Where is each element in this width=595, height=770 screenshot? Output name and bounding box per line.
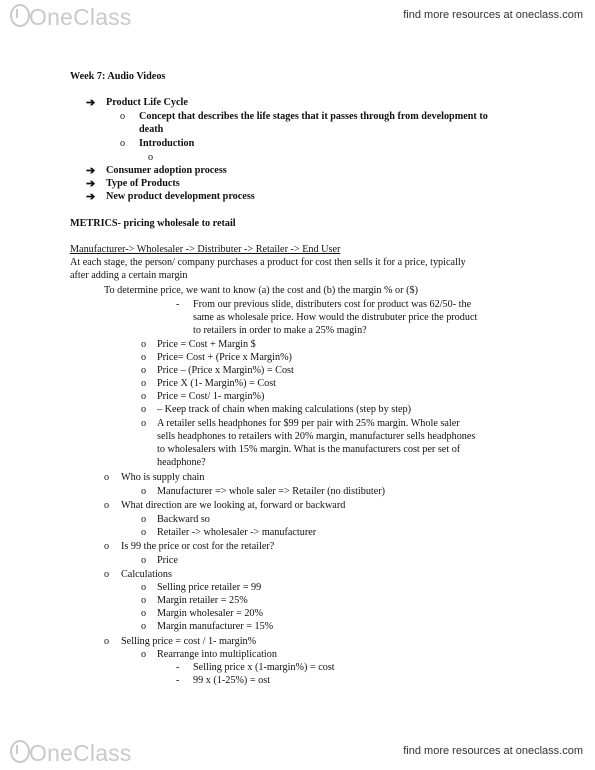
outline-item-concept: Concept that describes the life stages that it passes through from development to: [139, 111, 488, 122]
circle-bullet-icon: o: [141, 608, 147, 619]
headphones-line-3: to wholesalers with 15% margin. What is the manufacturers cost per set of: [157, 444, 461, 455]
circle-bullet-icon: o: [104, 569, 110, 580]
calculations-label: Calculations: [121, 569, 172, 580]
circle-bullet-icon: o: [141, 621, 147, 632]
supply-chain-question: Who is supply chain: [121, 472, 205, 483]
intro-line-2: after adding a certain margin: [70, 270, 188, 281]
outline-item-type-of-products: Type of Products: [106, 178, 180, 189]
oneclass-logo[interactable]: [10, 740, 132, 767]
circle-bullet-icon: o: [141, 649, 147, 660]
dash-bullet-icon: -: [176, 299, 180, 310]
circle-bullet-icon: o: [141, 555, 147, 566]
formula-3: Price – (Price x Margin%) = Cost: [157, 365, 294, 376]
arrow-bullet-icon: ➔: [86, 178, 96, 190]
circle-bullet-icon: o: [120, 138, 126, 149]
outline-item-introduction: Introduction: [139, 138, 195, 149]
circle-bullet-icon: o: [141, 582, 147, 593]
price-or-cost-question: Is 99 the price or cost for the retailer?: [121, 541, 275, 552]
calc-margin-retailer: Margin retailer = 25%: [157, 595, 248, 606]
previous-slide-line-2: same as wholesale price. How would the distrubuter price the product: [193, 312, 478, 323]
intro-line-1: At each stage, the person/ company purchases a product for cost then sells it for a price, typically: [70, 257, 466, 268]
headphones-line-2: sells headphones to retailers with 20% margin, manufacturer sells headphones: [157, 431, 476, 442]
formula-5: Price = Cost/ 1- margin%): [157, 391, 265, 402]
arrow-bullet-icon: ➔: [86, 97, 96, 109]
price-or-cost-answer: Price: [157, 555, 178, 566]
metrics-heading: METRICS- pricing wholesale to retail: [70, 218, 236, 229]
circle-bullet-icon: o: [104, 500, 110, 511]
formula-4: Price X (1- Margin%) = Cost: [157, 378, 277, 389]
outline-item-new-product-dev: New product development process: [106, 191, 255, 202]
outline-item-product-life-cycle: Product Life Cycle: [106, 97, 188, 108]
page-title: Week 7: Audio Videos: [70, 71, 166, 82]
calc-selling-price: Selling price retailer = 99: [157, 582, 262, 593]
headphones-line-4: headphone?: [157, 457, 206, 468]
dash-bullet-icon: -: [176, 675, 180, 686]
previous-slide-line-3: to retailers in order to make a 25% magin?: [193, 325, 367, 336]
circle-bullet-icon: o: [141, 339, 147, 350]
logo-o-icon: [10, 740, 30, 763]
circle-bullet-icon: o: [141, 378, 147, 389]
circle-bullet-icon: o: [141, 365, 147, 376]
circle-bullet-icon: o: [120, 111, 126, 122]
logo-text: OneClass: [29, 4, 132, 30]
circle-bullet-icon: o: [104, 472, 110, 483]
chain-heading: Manufacturer-> Wholesaler -> Distributer -> Retailer -> End User: [70, 244, 341, 255]
circle-bullet-icon: o: [141, 391, 147, 402]
circle-bullet-icon: o: [141, 404, 147, 415]
determine-line: To determine price, we want to know (a) the cost and (b) the margin % or ($): [104, 285, 418, 296]
previous-slide-line-1: From our previous slide, distributers cost for product was 62/50- the: [193, 299, 472, 310]
find-resources-link[interactable]: find more resources at oneclass.com: [403, 9, 583, 21]
calc-margin-wholesaler: Margin wholesaler = 20%: [157, 608, 263, 619]
circle-bullet-icon: o: [141, 352, 147, 363]
formula-1: Price = Cost + Margin $: [157, 339, 256, 350]
circle-bullet-icon: o: [141, 418, 147, 429]
supply-chain-answer: Manufacturer => whole saler => Retailer (no distibuter): [157, 486, 386, 497]
find-resources-link[interactable]: find more resources at oneclass.com: [403, 745, 583, 757]
circle-bullet-icon: o: [141, 595, 147, 606]
square-bullet-icon: o: [148, 152, 154, 163]
circle-bullet-icon: o: [141, 527, 147, 538]
bottom-banner: [0, 736, 595, 770]
rearrange-label: Rearrange into multiplication: [157, 649, 277, 660]
arrow-bullet-icon: ➔: [86, 191, 96, 203]
headphones-line-1: A retailer sells headphones for $99 per pair with 25% margin. Whole saler: [157, 418, 460, 429]
direction-question: What direction are we looking at, forward or backward: [121, 500, 346, 511]
rearrange-step-1: Selling price x (1-margin%) = cost: [193, 662, 335, 673]
arrow-bullet-icon: ➔: [86, 165, 96, 177]
outline-item-concept-cont: death: [139, 124, 164, 135]
circle-bullet-icon: o: [104, 541, 110, 552]
circle-bullet-icon: o: [141, 514, 147, 525]
calc-margin-manufacturer: Margin manufacturer = 15%: [157, 621, 274, 632]
formula-6: – Keep track of chain when making calculations (step by step): [157, 404, 412, 415]
circle-bullet-icon: o: [141, 486, 147, 497]
formula-2: Price= Cost + (Price x Margin%): [157, 352, 292, 363]
selling-formula: Selling price = cost / 1- margin%: [121, 636, 257, 647]
circle-bullet-icon: o: [104, 636, 110, 647]
direction-answer-2: Retailer -> wholesaler -> manufacturer: [157, 527, 317, 538]
logo-text: OneClass: [29, 740, 132, 766]
rearrange-step-2: 99 x (1-25%) = ost: [193, 675, 271, 686]
direction-answer-1: Backward so: [157, 514, 210, 525]
dash-bullet-icon: -: [176, 662, 180, 673]
outline-item-consumer-adoption: Consumer adoption process: [106, 165, 227, 176]
